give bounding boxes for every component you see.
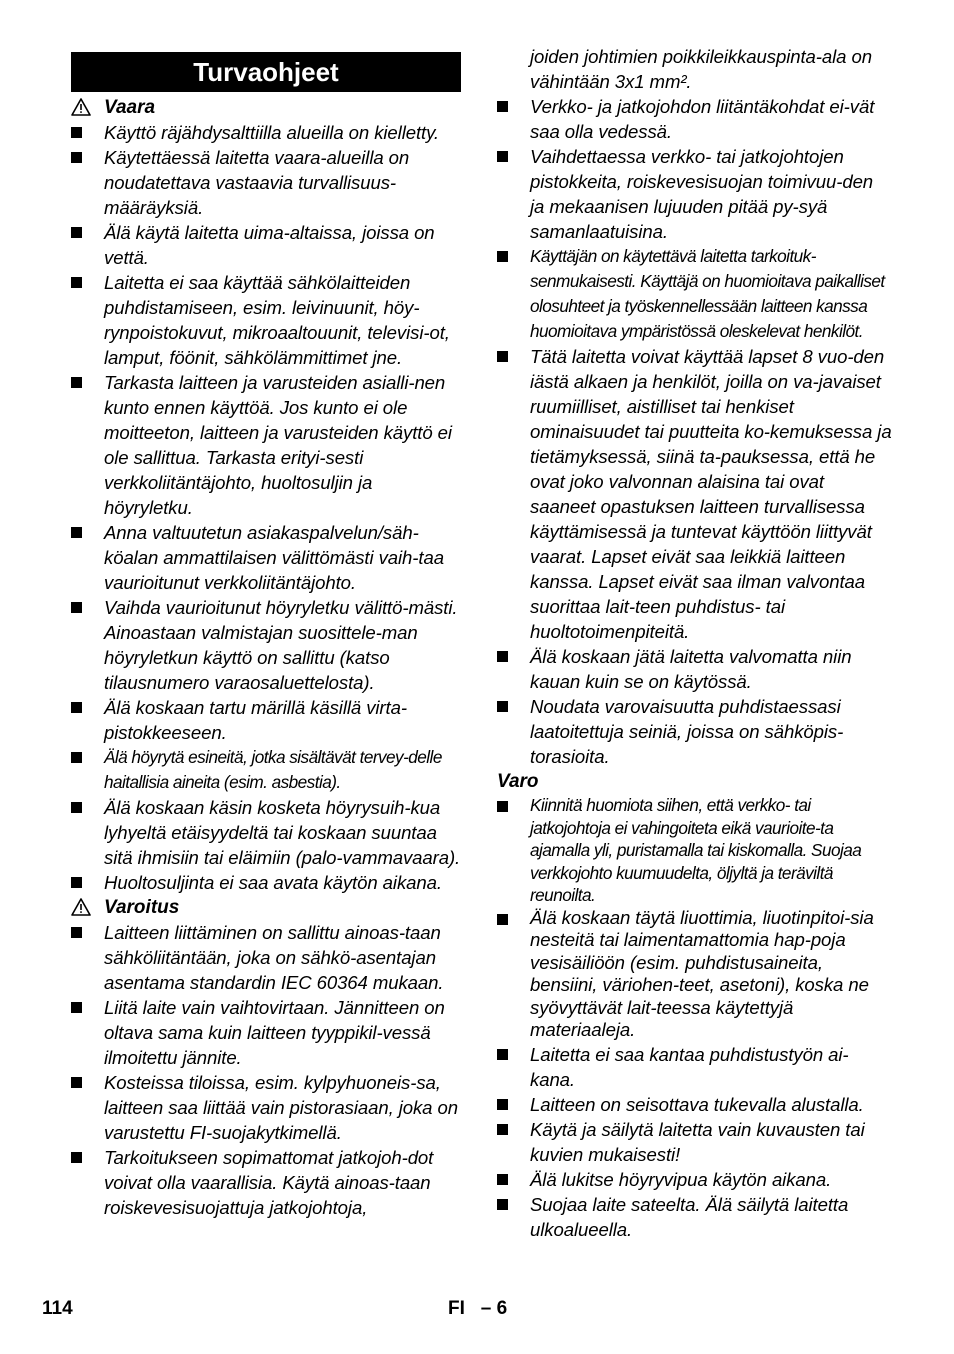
list-item: [71, 695, 461, 745]
square-bullet-icon: [71, 377, 82, 388]
right-column: [497, 44, 892, 1242]
square-bullet-icon: [71, 527, 82, 538]
page-title: Turvaohjeet: [71, 52, 461, 92]
square-bullet-icon: [71, 127, 82, 138]
square-bullet-icon: [71, 1077, 82, 1088]
list-item-text: Älä koskaan täytä liuottimia, liuotinpitoi-sia nesteitä tai laimentamattomia hap-poja vesisäiliöön (esim. puhdistusaineita, bensiini, väriohen-teet, asetoni), koska ne syövyttävät lait-teessa käytettyjä materiaaleja.: [530, 906, 874, 1040]
danger-list: [71, 120, 461, 895]
list-item: [71, 795, 461, 870]
list-item: [497, 694, 892, 769]
list-item: [71, 920, 461, 995]
square-bullet-icon: [497, 651, 508, 662]
square-bullet-icon: [71, 152, 82, 163]
square-bullet-icon: [71, 227, 82, 238]
square-bullet-icon: [497, 1199, 508, 1210]
list-item: [71, 370, 461, 520]
square-bullet-icon: [71, 1152, 82, 1163]
square-bullet-icon: [497, 101, 508, 112]
list-item: [497, 907, 892, 1042]
list-item-text: Käyttäjän on käytettävä laitetta tarkoituk-senmukaisesti. Käyttäjä on huomioitava paikalliset olosuhteet ja työskennellessään laitteen kanssa huomioitava ympäristössä oleskelevat henkilöt.: [530, 246, 885, 341]
danger-heading-label: Vaara: [104, 97, 156, 118]
list-item: [497, 244, 892, 344]
list-item: [71, 1145, 461, 1220]
square-bullet-icon: [71, 927, 82, 938]
square-bullet-icon: [71, 277, 82, 288]
square-bullet-icon: [497, 1049, 508, 1060]
list-item-text: Vaihdettaessa verkko- tai jatkojohtojen pistokkeita, roiskevesisuojan toimivuu-den ja mekaanisen lujuuden pitää py-syä samanlaatuisina.: [530, 146, 874, 242]
square-bullet-icon: [497, 1099, 508, 1110]
danger-heading: [71, 95, 461, 120]
list-item-text: Huoltosuljinta ei saa avata käytön aikana.: [104, 872, 442, 893]
list-item-text: Tarkoitukseen sopimattomat jatkojoh-dot voivat olla vaarallisia. Käytä ainoas-taan roiskevesisuojattuja jatkojohtoja,: [104, 1147, 434, 1218]
list-item-text: Laitetta ei saa kantaa puhdistustyön ai-kana.: [530, 1043, 849, 1090]
continuation-text-label: joiden johtimien poikkileikkauspinta-ala on vähintään 3x1 mm².: [530, 46, 872, 92]
list-item: [497, 1167, 892, 1192]
list-item-text: Laitetta ei saa käyttää sähkölaitteiden puhdistamiseen, esim. leivinuunit, höy-rynpoistokuvut, mikroaaltouunit, televisi-ot, lamput, föönit, sähkölämmittimet jne.: [104, 272, 450, 368]
square-bullet-icon: [71, 702, 82, 713]
list-item-text: Kosteissa tiloissa, esim. kylpyhuoneis-sa, laitteen saa liittää vain pistorasiaan, joka on varustettu FI-suojakytkimellä.: [104, 1072, 458, 1143]
square-bullet-icon: [497, 1174, 508, 1185]
caution-list: [497, 794, 892, 1242]
list-item-text: Laitteen liittäminen on sallittu ainoas-taan sähköliitäntään, joka on sähkö-asentajan asentama standardin IEC 60364 mukaan.: [104, 922, 444, 993]
list-item: [71, 1070, 461, 1145]
left-column: [71, 44, 461, 1220]
square-bullet-icon: [497, 251, 508, 262]
list-item: [71, 145, 461, 220]
list-item: [71, 595, 461, 695]
square-bullet-icon: [497, 151, 508, 162]
square-bullet-icon: [71, 1002, 82, 1013]
right-list: [497, 94, 892, 769]
list-item-text: Käytä ja säilytä laitetta vain kuvausten tai kuvien mukaisesti!: [530, 1118, 865, 1165]
list-item-text: Käyttö räjähdysalttiilla alueilla on kielletty.: [104, 122, 439, 143]
square-bullet-icon: [497, 914, 508, 925]
warning-heading-label: Varoitus: [104, 897, 180, 918]
warning-triangle-icon: [71, 898, 91, 916]
square-bullet-icon: [497, 701, 508, 712]
list-item: [497, 94, 892, 144]
list-item: [71, 995, 461, 1070]
language-page-label: FI – 6: [448, 1298, 508, 1319]
list-item-text: Vaihda vaurioitunut höyryletku välittö-mästi. Ainoastaan valmistajan suosittele-man höyryletkun käyttö on sallittu (katso tilausnumero varaosaluettelosta).: [104, 597, 458, 693]
list-item: [71, 120, 461, 145]
list-item-text: Älä lukitse höyryvipua käytön aikana.: [530, 1168, 832, 1190]
list-item: [497, 1092, 892, 1117]
list-item: [497, 344, 892, 644]
square-bullet-icon: [497, 801, 508, 812]
list-item-text: Tarkasta laitteen ja varusteiden asialli-nen kunto ennen käyttöä. Jos kunto ei ole moitteeton, laitteen ja varusteiden käyttö ei ole sallittua. Tarkasta erityi-sesti verkkoliitäntäjohto, huoltosuljin ja höyryletku.: [104, 372, 452, 518]
square-bullet-icon: [71, 602, 82, 613]
page-number: 114: [42, 1298, 73, 1319]
list-item-text: Suojaa laite sateelta. Älä säilytä laitetta ulkoalueella.: [530, 1193, 849, 1240]
caution-heading: Varo: [497, 771, 539, 792]
square-bullet-icon: [71, 802, 82, 813]
list-item-text: Kiinnitä huomiota siihen, että verkko- tai jatkojohtoja ei vahingoiteta eikä vaurioite-ta ajamalla yli, puristamalla tai kiskomalla. Suojaa verkkojohto kuumuudelta, öljyltä ja teräviltä reunoilta.: [530, 795, 862, 905]
list-item-text: Älä koskaan tartu märillä käsillä virta-pistokkeeseen.: [104, 697, 407, 743]
square-bullet-icon: [71, 752, 82, 763]
list-item: [497, 1117, 892, 1167]
list-item: [497, 1042, 892, 1092]
list-item: [497, 794, 892, 907]
list-item-text: Älä koskaan jätä laitetta valvomatta niin kauan kuin se on käytössä.: [530, 646, 852, 692]
warning-list: [71, 920, 461, 1220]
list-item-text: Anna valtuutetun asiakaspalvelun/säh-köalan ammattilaisen välittömästi vaih-taa vaurioitunut verkkoliitäntäjohto.: [104, 522, 444, 593]
list-item-text: Liitä laite vain vaihtovirtaan. Jännitteen on oltava sama kuin laitteen tyyppikil-vessä ilmoitettu jännite.: [104, 997, 445, 1068]
warning-heading: [71, 895, 461, 920]
list-item-text: Älä koskaan käsin kosketa höyrysuih-kua lyhyeltä etäisyydeltä tai koskaan suuntaa sitä ihmisiin tai eläimiin (palo-vammavaara).: [104, 797, 461, 868]
warning-triangle-icon: [71, 98, 91, 116]
square-bullet-icon: [71, 877, 82, 888]
list-item: [71, 870, 461, 895]
list-item: [71, 745, 461, 795]
list-item-text: Verkko- ja jatkojohdon liitäntäkohdat ei-vät saa olla vedessä.: [530, 96, 875, 142]
square-bullet-icon: [497, 1124, 508, 1135]
list-item: [71, 520, 461, 595]
list-item: [71, 270, 461, 370]
list-item-text: Noudata varovaisuutta puhdistaessasi laatoitettuja seiniä, joissa on sähköpis-torasioita.: [530, 696, 844, 767]
list-item: [497, 644, 892, 694]
list-item-text: Tätä laitetta voivat käyttää lapset 8 vuo-den iästä alkaen ja henkilöt, joilla on va-javaiset ruumiilliset, aistilliset tai henkiset ominaisuudet tai puutteita ko-kemuksessa ja tietämyksessä, siinä ta-pauksessa, että he ovat joko valvonnan alaisina tai ovat saaneet opastuksen laitteen turvallisessa käyttämisessä ja tuntevat käyttöön liittyvät vaarat. Lapset eivät saa leikkiä laitteen kanssa. Lapset eivät saa ilman valvontaa suorittaa lait-teen puhdistus- tai huoltotoimenpiteitä.: [530, 346, 892, 642]
list-item: [497, 144, 892, 244]
continuation-text: [497, 44, 892, 94]
list-item-text: Älä höyrytä esineitä, jotka sisältävät tervey-delle haitallisia aineita (esim. asbestia).: [104, 747, 442, 792]
list-item: [71, 220, 461, 270]
list-item: [497, 1192, 892, 1242]
list-item-text: Käytettäessä laitetta vaara-alueilla on noudatettava vastaavia turvallisuus-määräyksiä.: [104, 147, 410, 218]
list-item-text: Älä käytä laitetta uima-altaissa, joissa on vettä.: [104, 222, 435, 268]
square-bullet-icon: [497, 351, 508, 362]
list-item-text: Laitteen on seisottava tukevalla alustalla.: [530, 1093, 864, 1115]
